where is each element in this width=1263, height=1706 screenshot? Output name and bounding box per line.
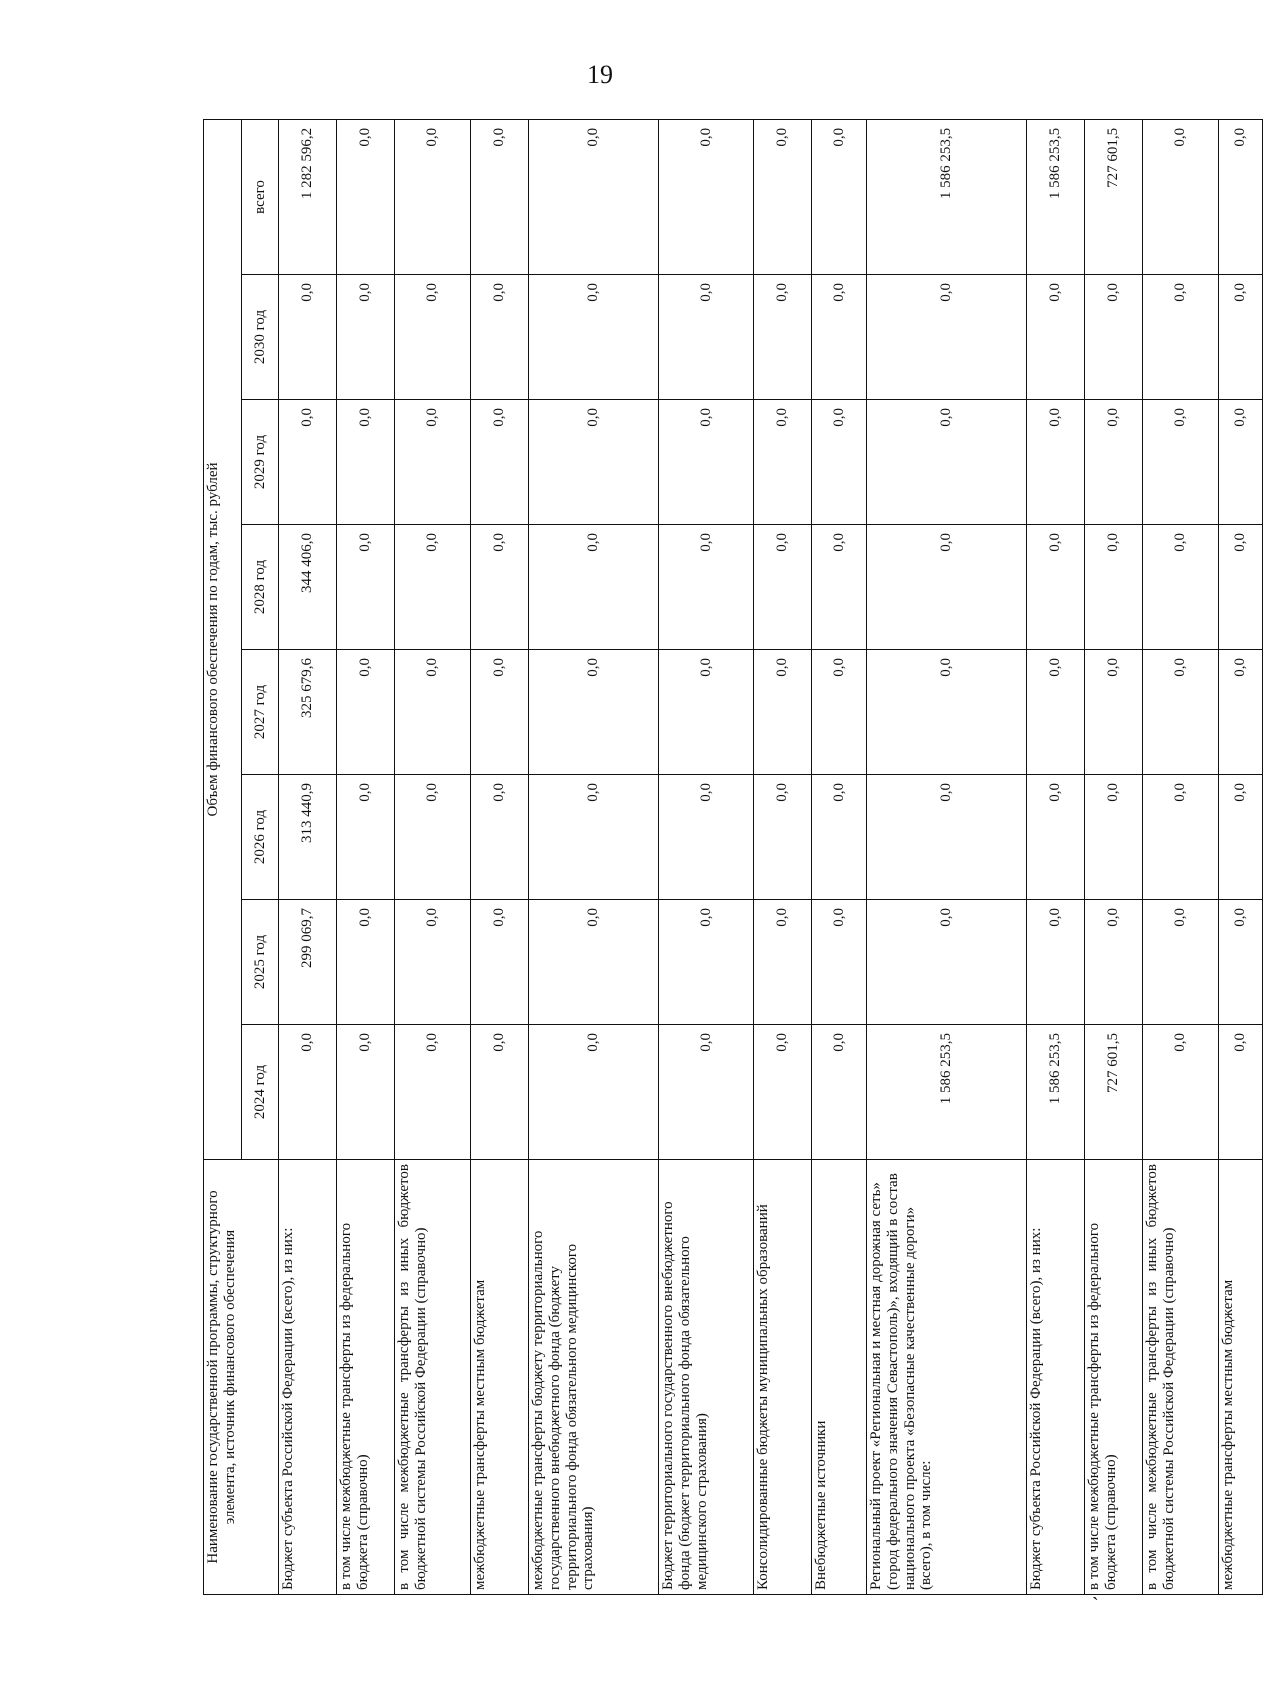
header-group-cell: Объем финансового обеспечения по годам, тыс. рублей: [204, 119, 242, 1159]
value-cell: 344 406,0: [279, 525, 337, 650]
value-cell: 0,0: [471, 525, 529, 650]
value-cell: 0,0: [867, 650, 1027, 775]
value-cell: 0,0: [471, 275, 529, 400]
table-row: [1143, 119, 1219, 1594]
table-frame: [203, 120, 1249, 1595]
value-cell: 0,0: [395, 525, 471, 650]
footnote-mark: `: [1092, 1594, 1099, 1616]
value-cell: 0,0: [754, 119, 812, 274]
value-cell: 0,0: [1027, 900, 1085, 1025]
value-cell: 313 440,9: [279, 775, 337, 900]
rotated-table-container: [203, 120, 1249, 1595]
value-cell: 0,0: [471, 119, 529, 274]
value-cell: 1 586 253,5: [867, 119, 1027, 274]
value-cell: 0,0: [337, 275, 395, 400]
value-cell: 0,0: [1219, 400, 1263, 525]
value-cell: 727 601,5: [1085, 1025, 1143, 1160]
value-cell: 0,0: [812, 900, 867, 1025]
value-cell: 0,0: [1219, 119, 1263, 274]
value-cell: 0,0: [812, 119, 867, 274]
table-row: [1085, 119, 1143, 1594]
value-cell: 299 069,7: [279, 900, 337, 1025]
row-label-cell: Консолидированные бюджеты муниципальных образований: [754, 1160, 812, 1595]
value-cell: 0,0: [1085, 275, 1143, 400]
value-cell: 325 679,6: [279, 650, 337, 775]
table-row: [471, 119, 529, 1594]
header-year-cell: 2027 год: [242, 650, 279, 775]
value-cell: 0,0: [529, 275, 659, 400]
row-label-cell: в том числе межбюджетные трансферты из иных бюджетов бюджетной системы Российской Федерации (справочно): [395, 1160, 471, 1595]
value-cell: 0,0: [812, 1025, 867, 1160]
value-cell: 0,0: [812, 650, 867, 775]
row-label-cell: Бюджет субъекта Российской Федерации (всего), из них:: [279, 1160, 337, 1595]
header-year-cell: 2024 год: [242, 1025, 279, 1160]
row-label-cell: Внебюджетные источники: [812, 1160, 867, 1595]
value-cell: 0,0: [754, 1025, 812, 1160]
value-cell: 0,0: [1219, 650, 1263, 775]
table-row: [529, 119, 659, 1594]
value-cell: 0,0: [395, 119, 471, 274]
value-cell: 0,0: [1143, 775, 1219, 900]
value-cell: 0,0: [1219, 775, 1263, 900]
value-cell: 0,0: [395, 650, 471, 775]
value-cell: 0,0: [1143, 1025, 1219, 1160]
header-year-cell: 2030 год: [242, 275, 279, 400]
header-year-cell: 2026 год: [242, 775, 279, 900]
table-body: [279, 119, 1263, 1594]
value-cell: 0,0: [395, 775, 471, 900]
value-cell: 0,0: [471, 900, 529, 1025]
table-row: [337, 119, 395, 1594]
table-row: [867, 119, 1027, 1594]
value-cell: 0,0: [1027, 400, 1085, 525]
value-cell: 0,0: [395, 275, 471, 400]
value-cell: 0,0: [1085, 900, 1143, 1025]
value-cell: 0,0: [659, 1025, 754, 1160]
value-cell: 0,0: [1085, 650, 1143, 775]
table-row: [395, 119, 471, 1594]
value-cell: 0,0: [1143, 119, 1219, 274]
table-row: [279, 119, 337, 1594]
value-cell: 0,0: [337, 775, 395, 900]
value-cell: 0,0: [529, 525, 659, 650]
value-cell: 0,0: [867, 400, 1027, 525]
row-label-cell: межбюджетные трансферты местным бюджетам: [471, 1160, 529, 1595]
value-cell: 0,0: [1143, 275, 1219, 400]
value-cell: 0,0: [812, 525, 867, 650]
value-cell: 1 586 253,5: [867, 1025, 1027, 1160]
value-cell: 0,0: [659, 900, 754, 1025]
value-cell: 0,0: [754, 650, 812, 775]
value-cell: 0,0: [471, 1025, 529, 1160]
value-cell: 0,0: [529, 1025, 659, 1160]
value-cell: 0,0: [1219, 275, 1263, 400]
value-cell: 0,0: [1027, 775, 1085, 900]
row-label-cell: Бюджет территориального государственного внебюджетного фонда (бюджет территориального фонда обязательного медицинского страхования): [659, 1160, 754, 1595]
value-cell: 0,0: [1027, 650, 1085, 775]
table-row: [659, 119, 754, 1594]
row-label-cell: в том числе межбюджетные трансферты из иных бюджетов бюджетной системы Российской Федерации (справочно): [1143, 1160, 1219, 1595]
value-cell: 0,0: [1027, 275, 1085, 400]
value-cell: 0,0: [754, 775, 812, 900]
financing-table: [203, 119, 1263, 1595]
value-cell: 0,0: [337, 650, 395, 775]
value-cell: 1 282 596,2: [279, 119, 337, 274]
row-label-cell: в том числе межбюджетные трансферты из федерального бюджета (справочно): [1085, 1160, 1143, 1595]
value-cell: 0,0: [337, 900, 395, 1025]
value-cell: 0,0: [659, 650, 754, 775]
header-year-cell: всего: [242, 119, 279, 274]
value-cell: 0,0: [867, 775, 1027, 900]
value-cell: 0,0: [754, 900, 812, 1025]
value-cell: 0,0: [867, 900, 1027, 1025]
row-label-cell: межбюджетные трансферты местным бюджетам: [1219, 1160, 1263, 1595]
value-cell: 0,0: [471, 775, 529, 900]
value-cell: 0,0: [529, 900, 659, 1025]
value-cell: 0,0: [529, 650, 659, 775]
row-label-cell: Региональный проект «Региональная и местная дорожная сеть» (город федерального значения Севастополь)», входящий в состав национального проекта «Безопасные качественные дороги» (всего), в том числе:: [867, 1160, 1027, 1595]
value-cell: 0,0: [812, 400, 867, 525]
value-cell: 0,0: [812, 775, 867, 900]
value-cell: 727 601,5: [1085, 119, 1143, 274]
value-cell: 0,0: [279, 275, 337, 400]
value-cell: 0,0: [659, 275, 754, 400]
value-cell: 0,0: [867, 275, 1027, 400]
value-cell: 0,0: [659, 525, 754, 650]
value-cell: 0,0: [1219, 900, 1263, 1025]
value-cell: 0,0: [812, 275, 867, 400]
value-cell: 0,0: [279, 400, 337, 525]
header-name-cell: Наименование государственной программы, структурного элемента, источник финансового обеспечения: [204, 1160, 279, 1595]
value-cell: 0,0: [754, 525, 812, 650]
value-cell: 0,0: [1085, 525, 1143, 650]
value-cell: 0,0: [395, 1025, 471, 1160]
header-year-cell: 2028 год: [242, 525, 279, 650]
header-year-cell: 2025 год: [242, 900, 279, 1025]
value-cell: 0,0: [1219, 525, 1263, 650]
value-cell: 0,0: [659, 775, 754, 900]
value-cell: 0,0: [529, 775, 659, 900]
value-cell: 0,0: [529, 400, 659, 525]
row-label-cell: межбюджетные трансферты бюджету территориального государственного внебюджетного фонда (бюджету территориального фонда обязательного медицинского страхования): [529, 1160, 659, 1595]
value-cell: 0,0: [471, 650, 529, 775]
value-cell: 0,0: [395, 400, 471, 525]
row-label-cell: Бюджет субъекта Российской Федерации (всего), из них:: [1027, 1160, 1085, 1595]
value-cell: 0,0: [337, 400, 395, 525]
value-cell: 0,0: [529, 119, 659, 274]
value-cell: 0,0: [1143, 650, 1219, 775]
value-cell: 0,0: [754, 275, 812, 400]
value-cell: 0,0: [867, 525, 1027, 650]
value-cell: 0,0: [1143, 525, 1219, 650]
value-cell: 1 586 253,5: [1027, 1025, 1085, 1160]
value-cell: 0,0: [337, 525, 395, 650]
table-row: [1027, 119, 1085, 1594]
value-cell: 0,0: [1085, 775, 1143, 900]
table-row: [754, 119, 812, 1594]
value-cell: 0,0: [471, 400, 529, 525]
value-cell: 0,0: [337, 1025, 395, 1160]
table-row: [812, 119, 867, 1594]
value-cell: 0,0: [1143, 400, 1219, 525]
value-cell: 0,0: [1085, 400, 1143, 525]
value-cell: 0,0: [1027, 525, 1085, 650]
header-year-cell: 2029 год: [242, 400, 279, 525]
value-cell: 0,0: [754, 400, 812, 525]
value-cell: 0,0: [1143, 900, 1219, 1025]
page-number: 19: [587, 60, 613, 89]
value-cell: 0,0: [1219, 1025, 1263, 1160]
value-cell: 0,0: [659, 400, 754, 525]
value-cell: 0,0: [279, 1025, 337, 1160]
value-cell: 0,0: [395, 900, 471, 1025]
value-cell: 1 586 253,5: [1027, 119, 1085, 274]
value-cell: 0,0: [659, 119, 754, 274]
table-row: [1219, 119, 1263, 1594]
value-cell: 0,0: [337, 119, 395, 274]
row-label-cell: в том числе межбюджетные трансферты из федерального бюджета (справочно): [337, 1160, 395, 1595]
